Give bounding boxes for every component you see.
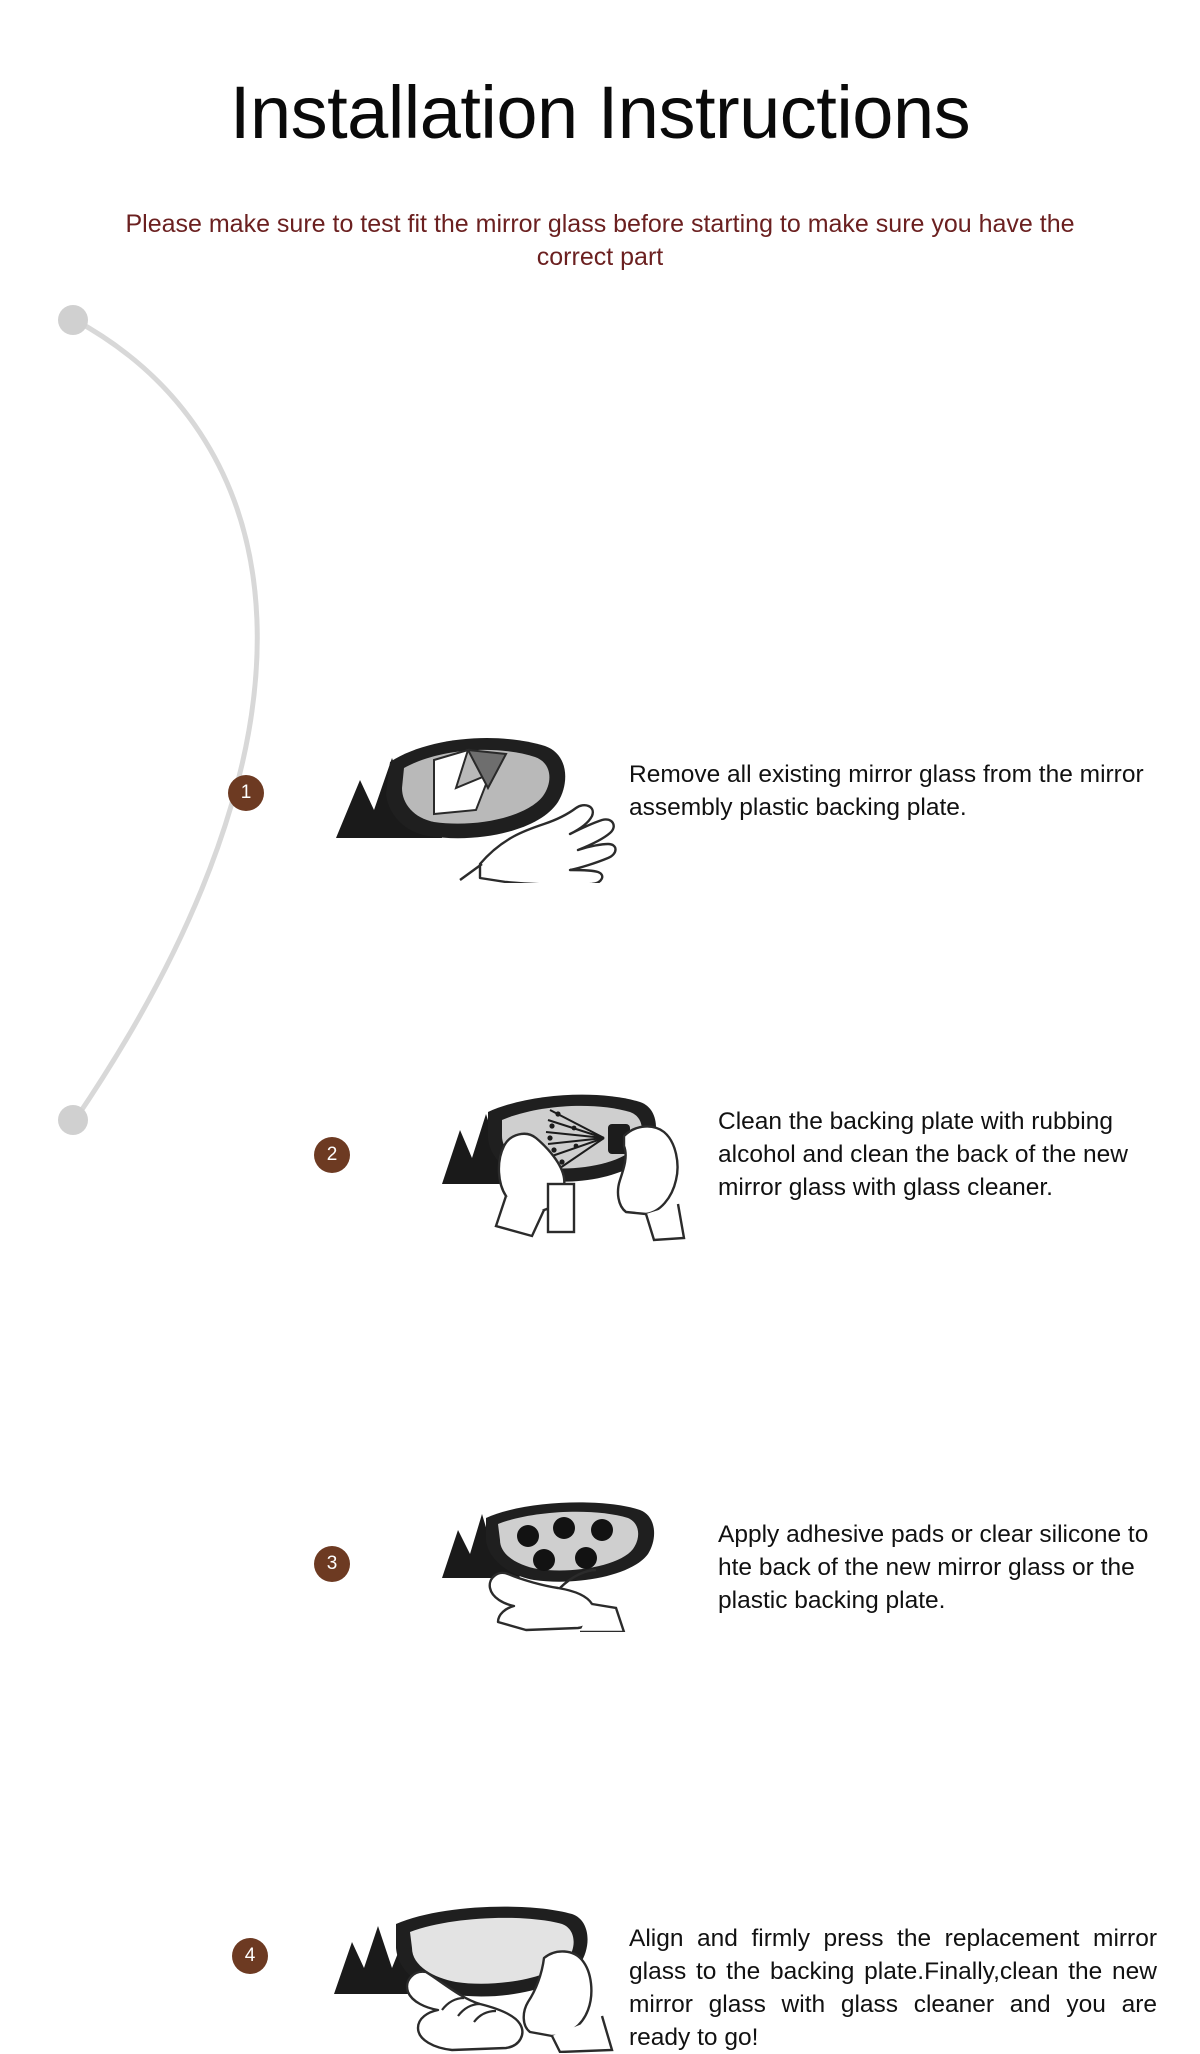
step-number-badge-1: 1	[228, 775, 264, 811]
page-title: Installation Instructions	[229, 71, 971, 154]
step-description-2: Clean the backing plate with rubbing alcohol and clean the back of the new mirror glass with glass cleaner.	[718, 1108, 1128, 1202]
step-number-badge-4: 4	[232, 1938, 268, 1974]
page-subtitle: Please make sure to test fit the mirror glass before starting to make sure you have the correct part	[125, 210, 1075, 272]
hands-pressing-new-mirror-illustration	[330, 1898, 630, 2048]
adhesive-pads-on-plate-illustration	[440, 1492, 690, 1627]
step-description-4: Align and firmly press the replacement mirror glass to the backing plate.Finally,clean the new mirror glass with glass cleaner and you are ready to go!	[629, 1925, 1157, 2052]
step-description-1: Remove all existing mirror glass from the mirror assembly plastic backing plate.	[629, 761, 1144, 822]
step-number-badge-2: 2	[314, 1137, 350, 1173]
step-number-badge-3: 3	[314, 1546, 350, 1582]
step-description-3: Apply adhesive pads or clear silicone to hte back of the new mirror glass or the plastic backing plate.	[718, 1521, 1149, 1615]
step-row-1	[0, 360, 1200, 822]
